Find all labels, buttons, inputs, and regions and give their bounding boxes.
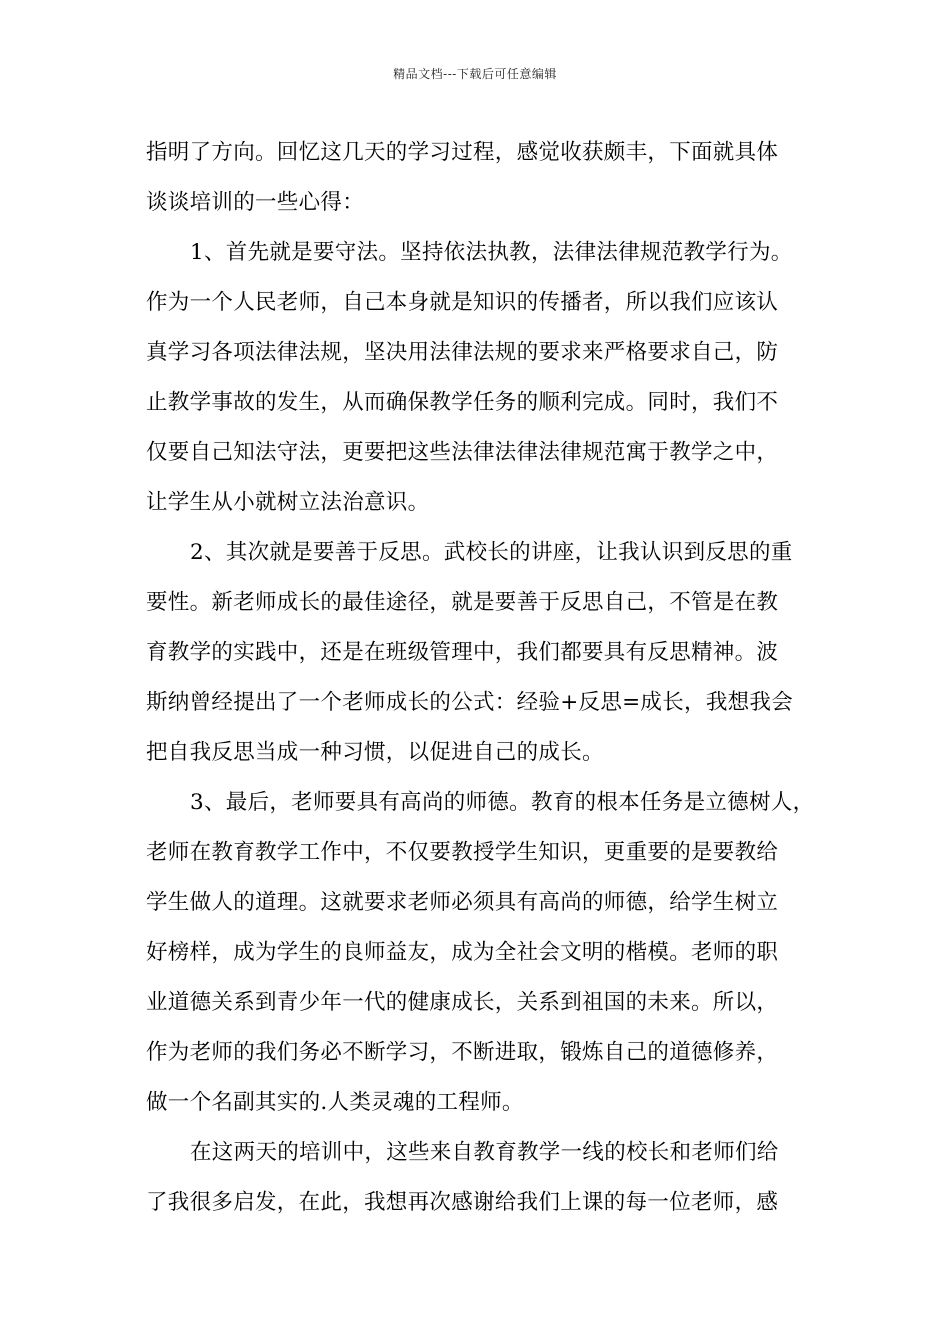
text-line: 斯纳曾经提出了一个老师成长的公式：经验+反思=成长，我想我会	[146, 690, 794, 715]
document-body	[146, 132, 815, 1232]
text-line: 育教学的实践中，还是在班级管理中，我们都要具有反思精神。波	[146, 640, 779, 665]
text-line: 仅要自己知法守法，更要把这些法律法律法律规范寓于教学之中，	[146, 440, 779, 465]
text-line: 作为老师的我们务必不断学习，不断进取，锻炼自己的道德修养，	[146, 1040, 779, 1065]
text-line: 了我很多启发，在此，我想再次感谢给我们上课的每一位老师，感	[146, 1190, 779, 1215]
text-line: 谈谈培训的一些心得：	[146, 190, 365, 215]
text-line: 做一个名副其实的.人类灵魂的工程师。	[146, 1090, 524, 1115]
paragraph-start-line: 1、首先就是要守法。坚持依法执教，法律法律规范教学行为。	[190, 240, 793, 265]
text-line: 真学习各项法律法规，坚决用法律法规的要求来严格要求自己，防	[146, 340, 779, 365]
paragraph-start-line: 2、其次就是要善于反思。武校长的讲座，让我认识到反思的重	[190, 540, 793, 565]
text-line: 止教学事故的发生，从而确保教学任务的顺利完成。同时，我们不	[146, 390, 779, 415]
paragraph-start-line: 在这两天的培训中，这些来自教育教学一线的校长和老师们给	[190, 1140, 779, 1165]
text-line: 把自我反思当成一种习惯，以促进自己的成长。	[146, 740, 604, 765]
text-line: 指明了方向。回忆这几天的学习过程，感觉收获颇丰，下面就具体	[146, 140, 779, 165]
paragraph-start-line: 3、最后，老师要具有高尚的师德。教育的根本任务是立德树人，	[190, 790, 815, 815]
text-line: 业道德关系到青少年一代的健康成长，关系到祖国的未来。所以，	[146, 990, 779, 1015]
text-line: 作为一个人民老师，自己本身就是知识的传播者，所以我们应该认	[146, 290, 779, 315]
text-line: 学生做人的道理。这就要求老师必须具有高尚的师德，给学生树立	[146, 890, 779, 915]
text-line: 让学生从小就树立法治意识。	[146, 490, 430, 515]
page-header: 精品文档---下载后可任意编辑	[393, 67, 557, 81]
text-line: 老师在教育教学工作中，不仅要教授学生知识，更重要的是要教给	[146, 840, 779, 865]
text-line: 好榜样，成为学生的良师益友，成为全社会文明的楷模。老师的职	[146, 940, 779, 965]
text-line: 要性。新老师成长的最佳途径，就是要善于反思自己，不管是在教	[146, 590, 779, 615]
